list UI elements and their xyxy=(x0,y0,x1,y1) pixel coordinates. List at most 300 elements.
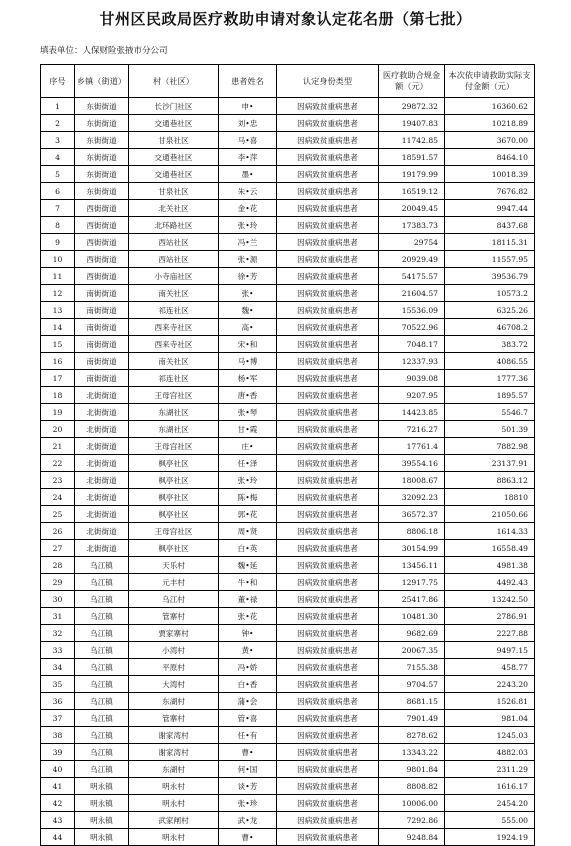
row-compliant-amount: 8681.15 xyxy=(379,693,445,710)
table-row xyxy=(41,557,535,574)
row-township: 乌江镇 xyxy=(75,659,129,676)
row-community: 东湖村 xyxy=(129,693,219,710)
row-paid-amount: 1616.17 xyxy=(445,778,535,795)
row-township: 乌江镇 xyxy=(75,591,129,608)
row-paid-amount: 13242.50 xyxy=(445,591,535,608)
table-row xyxy=(41,251,535,268)
row-compliant-amount: 9801.84 xyxy=(379,761,445,778)
row-index: 33 xyxy=(41,642,75,659)
row-index: 21 xyxy=(41,438,75,455)
row-community: 乌江村 xyxy=(129,591,219,608)
row-township: 乌江镇 xyxy=(75,557,129,574)
row-compliant-amount: 20929.49 xyxy=(379,251,445,268)
row-index: 38 xyxy=(41,727,75,744)
row-paid-amount: 39536.79 xyxy=(445,268,535,285)
row-township: 乌江镇 xyxy=(75,744,129,761)
row-patient-name: 陈•梅 xyxy=(219,489,277,506)
row-community: 西来寺社区 xyxy=(129,336,219,353)
row-patient-name: 马•喜 xyxy=(219,132,277,149)
table-row xyxy=(41,659,535,676)
table-row xyxy=(41,217,535,234)
row-patient-name: 魏• xyxy=(219,302,277,319)
row-compliant-amount: 17761.4 xyxy=(379,438,445,455)
row-identity-type: 因病致贫重病患者 xyxy=(277,472,379,489)
row-township: 北街街道 xyxy=(75,506,129,523)
row-compliant-amount: 9682.69 xyxy=(379,625,445,642)
row-index: 23 xyxy=(41,472,75,489)
row-paid-amount: 383.72 xyxy=(445,336,535,353)
row-paid-amount: 8464.10 xyxy=(445,149,535,166)
row-community: 交通巷社区 xyxy=(129,166,219,183)
row-paid-amount: 4882.03 xyxy=(445,744,535,761)
row-paid-amount: 21050.66 xyxy=(445,506,535,523)
row-township: 西街街道 xyxy=(75,200,129,217)
row-community: 东湖村 xyxy=(129,761,219,778)
table-row xyxy=(41,370,535,387)
row-paid-amount: 2243.20 xyxy=(445,676,535,693)
row-compliant-amount: 32092.23 xyxy=(379,489,445,506)
row-identity-type: 因病致贫重病患者 xyxy=(277,574,379,591)
row-patient-name: 张•源 xyxy=(219,251,277,268)
row-community: 管寨村 xyxy=(129,608,219,625)
row-community: 甘泉社区 xyxy=(129,132,219,149)
row-index: 37 xyxy=(41,710,75,727)
row-identity-type: 因病致贫重病患者 xyxy=(277,98,379,115)
row-patient-name: 张•玲 xyxy=(219,472,277,489)
row-patient-name: 武•龙 xyxy=(219,812,277,829)
row-identity-type: 因病致贫重病患者 xyxy=(277,336,379,353)
row-township: 北街街道 xyxy=(75,472,129,489)
row-township: 北街街道 xyxy=(75,387,129,404)
row-identity-type: 因病致贫重病患者 xyxy=(277,778,379,795)
row-index: 18 xyxy=(41,387,75,404)
row-index: 7 xyxy=(41,200,75,217)
row-community: 枫亭社区 xyxy=(129,472,219,489)
row-identity-type: 因病致贫重病患者 xyxy=(277,693,379,710)
row-patient-name: 申• xyxy=(219,98,277,115)
row-paid-amount: 1245.03 xyxy=(445,727,535,744)
row-paid-amount: 2227.88 xyxy=(445,625,535,642)
row-community: 祁连社区 xyxy=(129,302,219,319)
row-community: 北环路社区 xyxy=(129,217,219,234)
table-row xyxy=(41,574,535,591)
row-compliant-amount: 7901.49 xyxy=(379,710,445,727)
row-township: 乌江镇 xyxy=(75,574,129,591)
row-paid-amount: 6325.26 xyxy=(445,302,535,319)
row-index: 9 xyxy=(41,234,75,251)
row-community: 东湖社区 xyxy=(129,404,219,421)
row-paid-amount: 501.39 xyxy=(445,421,535,438)
row-index: 14 xyxy=(41,319,75,336)
row-paid-amount: 5546.7 xyxy=(445,404,535,421)
row-township: 南街街道 xyxy=(75,319,129,336)
row-patient-name: 任•有 xyxy=(219,727,277,744)
row-index: 11 xyxy=(41,268,75,285)
row-patient-name: 李•萍 xyxy=(219,149,277,166)
row-township: 北街街道 xyxy=(75,540,129,557)
row-patient-name: 张•珍 xyxy=(219,795,277,812)
row-compliant-amount: 13456.11 xyxy=(379,557,445,574)
row-compliant-amount: 30154.99 xyxy=(379,540,445,557)
row-township: 西街街道 xyxy=(75,217,129,234)
row-paid-amount: 555.00 xyxy=(445,812,535,829)
table-row xyxy=(41,778,535,795)
header-paid-amount: 本次依申请救助实际支付金额（元） xyxy=(445,65,535,98)
row-compliant-amount: 8806.18 xyxy=(379,523,445,540)
row-compliant-amount: 11742.85 xyxy=(379,132,445,149)
row-index: 27 xyxy=(41,540,75,557)
table-row xyxy=(41,319,535,336)
table-row xyxy=(41,336,535,353)
row-patient-name: 冯•兰 xyxy=(219,234,277,251)
row-compliant-amount: 12917.75 xyxy=(379,574,445,591)
row-compliant-amount: 19179.99 xyxy=(379,166,445,183)
row-paid-amount: 7882.98 xyxy=(445,438,535,455)
header-community: 村（社区） xyxy=(129,65,219,98)
row-township: 西街街道 xyxy=(75,234,129,251)
table-row xyxy=(41,268,535,285)
row-paid-amount: 10018.39 xyxy=(445,166,535,183)
row-township: 乌江镇 xyxy=(75,608,129,625)
row-index: 12 xyxy=(41,285,75,302)
row-paid-amount: 2786.91 xyxy=(445,608,535,625)
row-paid-amount: 16360.62 xyxy=(445,98,535,115)
row-paid-amount: 3670.00 xyxy=(445,132,535,149)
row-community: 天乐村 xyxy=(129,557,219,574)
row-community: 大湾村 xyxy=(129,676,219,693)
row-community: 平原村 xyxy=(129,659,219,676)
header-identity-type: 认定身份类型 xyxy=(277,65,379,98)
table-row xyxy=(41,795,535,812)
row-community: 西站社区 xyxy=(129,251,219,268)
row-compliant-amount: 9248.84 xyxy=(379,829,445,846)
row-index: 8 xyxy=(41,217,75,234)
row-identity-type: 因病致贫重病患者 xyxy=(277,421,379,438)
row-community: 北关社区 xyxy=(129,200,219,217)
row-index: 13 xyxy=(41,302,75,319)
row-index: 36 xyxy=(41,693,75,710)
row-compliant-amount: 20067.35 xyxy=(379,642,445,659)
table-row xyxy=(41,285,535,302)
row-community: 枫亭社区 xyxy=(129,455,219,472)
row-paid-amount: 18810 xyxy=(445,489,535,506)
row-patient-name: 谈•芳 xyxy=(219,778,277,795)
row-compliant-amount: 29754 xyxy=(379,234,445,251)
row-compliant-amount: 29872.32 xyxy=(379,98,445,115)
row-patient-name: 庄• xyxy=(219,438,277,455)
table-row xyxy=(41,812,535,829)
row-compliant-amount: 39554.16 xyxy=(379,455,445,472)
table-row xyxy=(41,353,535,370)
row-paid-amount: 9947.44 xyxy=(445,200,535,217)
row-patient-name: 张•花 xyxy=(219,608,277,625)
row-community: 祁连社区 xyxy=(129,370,219,387)
row-compliant-amount: 70522.96 xyxy=(379,319,445,336)
table-row xyxy=(41,472,535,489)
row-township: 乌江镇 xyxy=(75,727,129,744)
row-community: 谢家湾村 xyxy=(129,727,219,744)
row-identity-type: 因病致贫重病患者 xyxy=(277,217,379,234)
row-index: 42 xyxy=(41,795,75,812)
row-patient-name: 魏•延 xyxy=(219,557,277,574)
row-index: 28 xyxy=(41,557,75,574)
row-paid-amount: 16558.49 xyxy=(445,540,535,557)
row-index: 15 xyxy=(41,336,75,353)
row-patient-name: 何•国 xyxy=(219,761,277,778)
row-paid-amount: 2454.20 xyxy=(445,795,535,812)
table-row xyxy=(41,387,535,404)
row-identity-type: 因病致贫重病患者 xyxy=(277,829,379,846)
row-paid-amount: 981.04 xyxy=(445,710,535,727)
row-township: 乌江镇 xyxy=(75,710,129,727)
row-compliant-amount: 10006.00 xyxy=(379,795,445,812)
row-index: 16 xyxy=(41,353,75,370)
row-paid-amount: 4492.43 xyxy=(445,574,535,591)
row-township: 西街街道 xyxy=(75,251,129,268)
row-identity-type: 因病致贫重病患者 xyxy=(277,812,379,829)
row-index: 30 xyxy=(41,591,75,608)
row-identity-type: 因病致贫重病患者 xyxy=(277,795,379,812)
row-township: 北街街道 xyxy=(75,421,129,438)
row-township: 明永镇 xyxy=(75,812,129,829)
table-row xyxy=(41,727,535,744)
row-identity-type: 因病致贫重病患者 xyxy=(277,132,379,149)
row-paid-amount: 18115.31 xyxy=(445,234,535,251)
row-identity-type: 因病致贫重病患者 xyxy=(277,523,379,540)
row-township: 西街街道 xyxy=(75,268,129,285)
row-township: 南街街道 xyxy=(75,370,129,387)
row-compliant-amount: 20049.45 xyxy=(379,200,445,217)
row-identity-type: 因病致贫重病患者 xyxy=(277,540,379,557)
row-patient-name: 曹• xyxy=(219,744,277,761)
table-row xyxy=(41,710,535,727)
table-row xyxy=(41,829,535,846)
row-compliant-amount: 21604.57 xyxy=(379,285,445,302)
row-township: 南街街道 xyxy=(75,353,129,370)
table-row xyxy=(41,693,535,710)
row-patient-name: 杨•军 xyxy=(219,370,277,387)
row-identity-type: 因病致贫重病患者 xyxy=(277,744,379,761)
table-row xyxy=(41,132,535,149)
row-index: 19 xyxy=(41,404,75,421)
row-township: 北街街道 xyxy=(75,523,129,540)
row-compliant-amount: 14423.85 xyxy=(379,404,445,421)
filing-unit-label: 填表单位：人保财险张掖市分公司 xyxy=(40,46,168,56)
row-compliant-amount: 7155.38 xyxy=(379,659,445,676)
row-patient-name: 董•禄 xyxy=(219,591,277,608)
row-paid-amount: 10573.2 xyxy=(445,285,535,302)
row-community: 东湖社区 xyxy=(129,421,219,438)
row-community: 王母宫社区 xyxy=(129,387,219,404)
table-row xyxy=(41,676,535,693)
row-patient-name: 徐•芳 xyxy=(219,268,277,285)
row-patient-name: 白•英 xyxy=(219,540,277,557)
row-township: 乌江镇 xyxy=(75,693,129,710)
row-identity-type: 因病致贫重病患者 xyxy=(277,183,379,200)
row-township: 明永镇 xyxy=(75,795,129,812)
row-township: 东街街道 xyxy=(75,149,129,166)
row-patient-name: 钟• xyxy=(219,625,277,642)
roster-table xyxy=(40,64,535,846)
row-community: 小寺庙社区 xyxy=(129,268,219,285)
table-row xyxy=(41,421,535,438)
row-community: 南关社区 xyxy=(129,353,219,370)
row-identity-type: 因病致贫重病患者 xyxy=(277,149,379,166)
row-paid-amount: 11557.95 xyxy=(445,251,535,268)
row-index: 20 xyxy=(41,421,75,438)
row-paid-amount: 4086.55 xyxy=(445,353,535,370)
row-index: 6 xyxy=(41,183,75,200)
row-identity-type: 因病致贫重病患者 xyxy=(277,387,379,404)
row-identity-type: 因病致贫重病患者 xyxy=(277,319,379,336)
row-compliant-amount: 10481.30 xyxy=(379,608,445,625)
row-identity-type: 因病致贫重病患者 xyxy=(277,625,379,642)
row-community: 明永村 xyxy=(129,829,219,846)
row-patient-name: 曹• xyxy=(219,829,277,846)
row-community: 明永村 xyxy=(129,795,219,812)
table-row xyxy=(41,115,535,132)
header-compliant-amount: 医疗救助合规金额（元） xyxy=(379,65,445,98)
row-index: 40 xyxy=(41,761,75,778)
row-index: 22 xyxy=(41,455,75,472)
row-identity-type: 因病致贫重病患者 xyxy=(277,676,379,693)
row-identity-type: 因病致贫重病患者 xyxy=(277,438,379,455)
row-patient-name: 马•博 xyxy=(219,353,277,370)
row-compliant-amount: 8278.62 xyxy=(379,727,445,744)
table-row xyxy=(41,183,535,200)
row-index: 29 xyxy=(41,574,75,591)
row-patient-name: 张•玲 xyxy=(219,217,277,234)
table-row xyxy=(41,234,535,251)
row-patient-name: 白•香 xyxy=(219,676,277,693)
row-township: 东街街道 xyxy=(75,132,129,149)
row-paid-amount: 46708.2 xyxy=(445,319,535,336)
row-community: 武家闸村 xyxy=(129,812,219,829)
row-compliant-amount: 9039.08 xyxy=(379,370,445,387)
row-paid-amount: 9497.15 xyxy=(445,642,535,659)
table-row xyxy=(41,438,535,455)
row-index: 32 xyxy=(41,625,75,642)
table-row xyxy=(41,302,535,319)
row-index: 43 xyxy=(41,812,75,829)
row-community: 西站社区 xyxy=(129,234,219,251)
row-township: 南街街道 xyxy=(75,302,129,319)
row-patient-name: 墨• xyxy=(219,166,277,183)
row-index: 10 xyxy=(41,251,75,268)
header-index: 序号 xyxy=(41,65,75,98)
row-paid-amount: 8437.68 xyxy=(445,217,535,234)
row-community: 小湾村 xyxy=(129,642,219,659)
row-patient-name: 周•贤 xyxy=(219,523,277,540)
table-row xyxy=(41,625,535,642)
row-paid-amount: 1526.81 xyxy=(445,693,535,710)
row-community: 枫亭社区 xyxy=(129,489,219,506)
table-header-row xyxy=(41,65,535,98)
header-patient-name: 患者姓名 xyxy=(219,65,277,98)
row-patient-name: 冯•娇 xyxy=(219,659,277,676)
row-township: 乌江镇 xyxy=(75,761,129,778)
row-community: 枫亭社区 xyxy=(129,540,219,557)
table-row xyxy=(41,608,535,625)
row-identity-type: 因病致贫重病患者 xyxy=(277,727,379,744)
row-identity-type: 因病致贫重病患者 xyxy=(277,489,379,506)
table-row xyxy=(41,404,535,421)
row-identity-type: 因病致贫重病患者 xyxy=(277,268,379,285)
table-row xyxy=(41,166,535,183)
row-identity-type: 因病致贫重病患者 xyxy=(277,285,379,302)
row-paid-amount: 1614.33 xyxy=(445,523,535,540)
row-index: 3 xyxy=(41,132,75,149)
row-patient-name: 甘•霞 xyxy=(219,421,277,438)
row-township: 乌江镇 xyxy=(75,642,129,659)
table-row xyxy=(41,591,535,608)
row-compliant-amount: 12337.93 xyxy=(379,353,445,370)
row-township: 南街街道 xyxy=(75,336,129,353)
row-identity-type: 因病致贫重病患者 xyxy=(277,302,379,319)
row-compliant-amount: 36572.37 xyxy=(379,506,445,523)
row-identity-type: 因病致贫重病患者 xyxy=(277,166,379,183)
table-row xyxy=(41,455,535,472)
row-identity-type: 因病致贫重病患者 xyxy=(277,404,379,421)
row-compliant-amount: 54175.57 xyxy=(379,268,445,285)
row-compliant-amount: 25417.86 xyxy=(379,591,445,608)
row-compliant-amount: 8808.82 xyxy=(379,778,445,795)
header-township: 乡镇（街道） xyxy=(75,65,129,98)
row-paid-amount: 7676.82 xyxy=(445,183,535,200)
row-patient-name: 金•花 xyxy=(219,200,277,217)
row-paid-amount: 458.77 xyxy=(445,659,535,676)
row-paid-amount: 10218.89 xyxy=(445,115,535,132)
row-township: 南街街道 xyxy=(75,285,129,302)
row-compliant-amount: 9704.57 xyxy=(379,676,445,693)
row-index: 17 xyxy=(41,370,75,387)
row-compliant-amount: 17383.73 xyxy=(379,217,445,234)
row-township: 明永镇 xyxy=(75,829,129,846)
row-index: 34 xyxy=(41,659,75,676)
table-row xyxy=(41,642,535,659)
row-community: 南关社区 xyxy=(129,285,219,302)
row-patient-name: 朱•云 xyxy=(219,183,277,200)
row-community: 贾家寨村 xyxy=(129,625,219,642)
row-patient-name: 郭•花 xyxy=(219,506,277,523)
row-patient-name: 黄• xyxy=(219,642,277,659)
row-patient-name: 高• xyxy=(219,319,277,336)
row-community: 枫亭社区 xyxy=(129,506,219,523)
row-community: 交通巷社区 xyxy=(129,115,219,132)
table-row xyxy=(41,200,535,217)
row-community: 王母宫社区 xyxy=(129,438,219,455)
row-patient-name: 宋•和 xyxy=(219,336,277,353)
row-identity-type: 因病致贫重病患者 xyxy=(277,591,379,608)
row-community: 交通巷社区 xyxy=(129,149,219,166)
table-row xyxy=(41,506,535,523)
row-township: 北街街道 xyxy=(75,404,129,421)
table-row xyxy=(41,149,535,166)
row-identity-type: 因病致贫重病患者 xyxy=(277,659,379,676)
row-township: 乌江镇 xyxy=(75,676,129,693)
row-patient-name: 牛•和 xyxy=(219,574,277,591)
row-identity-type: 因病致贫重病患者 xyxy=(277,710,379,727)
row-township: 乌江镇 xyxy=(75,625,129,642)
row-township: 北街街道 xyxy=(75,438,129,455)
row-identity-type: 因病致贫重病患者 xyxy=(277,234,379,251)
row-compliant-amount: 18591.57 xyxy=(379,149,445,166)
row-community: 王母宫社区 xyxy=(129,523,219,540)
row-township: 东街街道 xyxy=(75,98,129,115)
row-index: 1 xyxy=(41,98,75,115)
row-identity-type: 因病致贫重病患者 xyxy=(277,506,379,523)
row-patient-name: 管•喜 xyxy=(219,710,277,727)
